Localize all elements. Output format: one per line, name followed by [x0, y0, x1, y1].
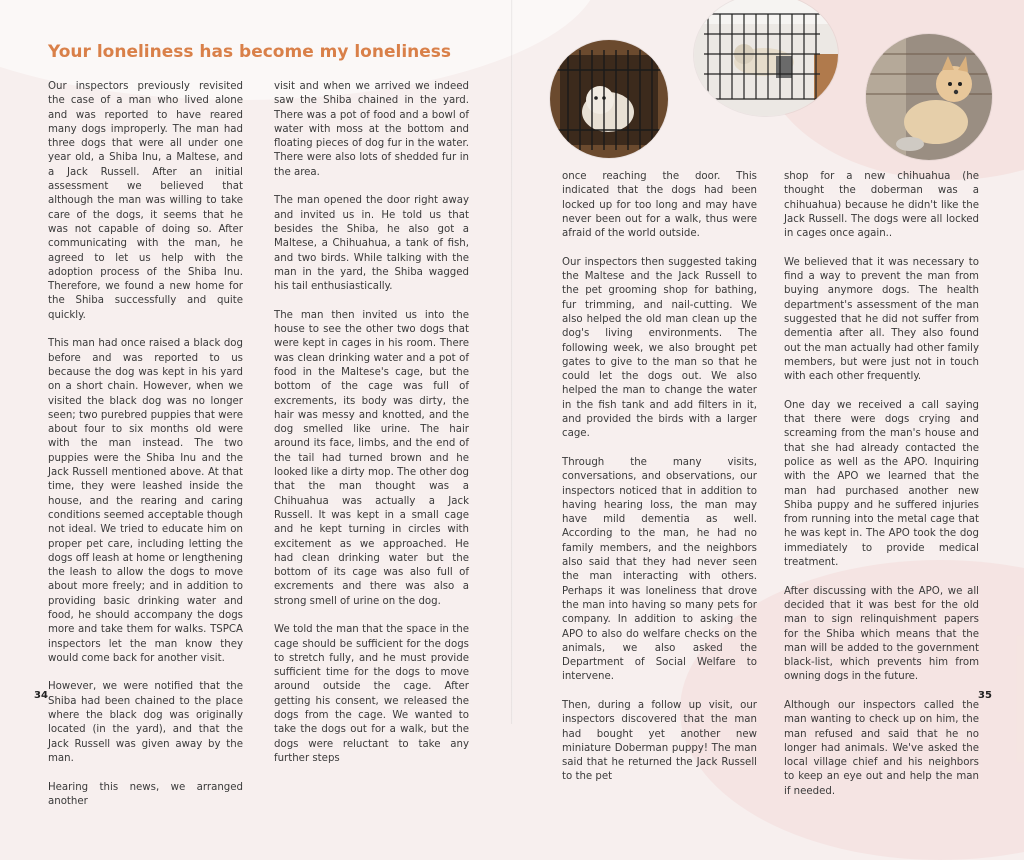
paragraph: The man opened the door right away and invited us in. He told us that besides the Shiba, he also got a Maltese, a Chihuahua, a tank of fish, and two birds. While talking with the man in the yard, the Shiba wagged his tail enthusiastically.: [274, 195, 469, 293]
photo-maltese-in-cage: [550, 40, 668, 158]
paragraph: Hearing this news, we arranged another: [48, 781, 243, 807]
paragraph: However, we were notified that the Shiba had been chained to the place where the black dog was originally located (in the yard), and that the Jack Russell was given away by the man.: [48, 681, 243, 764]
paragraph: visit and when we arrived we indeed saw the Shiba chained in the yard. There was a pot of food and a bowl of water with moss at the bottom and floating pieces of dog fur in the water. There were also lots of shedded fur in the area.: [274, 81, 469, 178]
text-column-2: [274, 80, 469, 781]
paragraph: After discussing with the APO, we all decided that it was best for the old man to sign relinquishment papers for the Shiba which means that the man will be added to the government black-list, which prevents him from owning dogs in the future.: [784, 585, 979, 683]
page-fold: [511, 0, 513, 724]
paragraph: Through the many visits, conversations, and observations, our inspectors noticed that in addition to having hearing loss, the man may have mild dementia as well. According to the man, he had no family members, and the neighbors also said that they had never seen the man interacting with others. Perhaps it was loneliness that drove the man into having so many pets for company. In addition to asking the APO to also do welfare checks on the animals, we also asked the Department of Social Welfare to intervene.: [562, 456, 757, 683]
paragraph: shop for a new chihuahua (he thought the doberman was a chihuahua) because he didn't like the Jack Russell. The dogs were all locked in cages once again..: [784, 171, 979, 240]
text-column-1: [48, 80, 243, 823]
paragraph: once reaching the door. This indicated that the dogs had been locked up for too long and may have never been out for a walk, thus were afraid of the world outside.: [562, 171, 757, 240]
paragraph: The man then invited us into the house to see the other two dogs that were kept in cages in his room. There was clean drinking water and a pot of food in the Maltese's cage, but the bottom of the cage was full of excrements, its body was dirty, the hair was messy and knotted, and the dog smelled like urine. The hair around its face, limbs, and the end of the tail had turned brown and he looked like a dirty mop. The other dog that the man thought was a Chihuahua was actually a Jack Russell. It was kept in a small cage and he kept turning in circles with excitement as we approached. He had clean drinking water but the bottom of its cage was also full of excrements and there was also a strong smell of urine on the dog.: [274, 309, 469, 607]
paragraph: We told the man that the space in the cage should be sufficient for the dogs to stretch fully, and he must provide sufficient time for the dogs to move around outside the cage. After getting his consent, we released the dogs from the cage. We wanted to take the dogs out for a walk, but the dogs were reluctant to take any further steps: [274, 624, 469, 764]
paragraph: Our inspectors then suggested taking the Maltese and the Jack Russell to the pet grooming shop for bathing, fur trimming, and nail-cutting. We also helped the old man clean up the dog's living environments. The following week, we also brought pet gates to give to the man so that he could let the dogs out. We also helped the man to change the water in the fish tank and add filters in it, and provided the birds with a larger cage.: [562, 256, 757, 440]
text-column-4: [784, 170, 979, 813]
page-number-right: 35: [978, 690, 992, 701]
photo-shiba-inu: [866, 34, 992, 160]
paragraph: Then, during a follow up visit, our inspectors discovered that the man had bought yet another new miniature Doberman puppy! The man said that he returned the Jack Russell to the pet: [562, 699, 757, 783]
paragraph: Although our inspectors called the man wanting to check up on him, the man refused and said that he no longer had animals. We've asked the local village chief and his neighbors to keep an eye out and help the man if needed.: [784, 699, 979, 797]
article-title: Your loneliness has become my loneliness: [48, 42, 452, 62]
paragraph: We believed that it was necessary to find a way to prevent the man from buying anymore dogs. The health department's assessment of the man suggested that he did not suffer from dementia after all. They also found out the man actually had other family members, but were just not in touch with each other frequently.: [784, 256, 979, 383]
page-number-left: 34: [34, 690, 48, 701]
text-column-3: [562, 170, 757, 799]
paragraph: One day we received a call saying that there were dogs crying and screaming from the man's house and that she had already contacted the police as well as the APO. Inquiring with the APO we learned that the man had purchased another new Shiba puppy and he suffered injuries from running into the metal cage that he was kept in. The APO took the dog immediately to provide medical treatment.: [784, 399, 979, 569]
paragraph: Our inspectors previously revisited the case of a man who lived alone and was reported to have reared many dogs improperly. The man had three dogs that were all under one year old, a Shiba Inu, a Maltese, and a Jack Russell. After an initial assessment we believed that although the man was willing to take care of the dogs, it seems that he was not capable of doing so. After communicating with the man, he agreed to let us help with the adoption process of the Shiba Inu. Therefore, we found a new home for the Shiba successfully and quite quickly.: [48, 81, 243, 321]
paragraph: This man had once raised a black dog before and was reported to us because the dog was kept in his yard on a short chain. However, when we visited the black dog was no longer seen; two purebred puppies that were about four to six months old were with the man instead. The two puppies were the Shiba Inu and the Jack Russell mentioned above. At that time, they were leashed inside the house, and the rearing and caring conditions seemed acceptable though not ideal. We tried to educate him on proper pet care, including letting the dogs off leash at home or lengthening the leash to allow the dogs to move about more freely; and in addition to providing basic drinking water and food, he should accompany the dogs more and take them for walks. TSPCA inspectors let the man know they would come back for another visit.: [48, 338, 243, 664]
